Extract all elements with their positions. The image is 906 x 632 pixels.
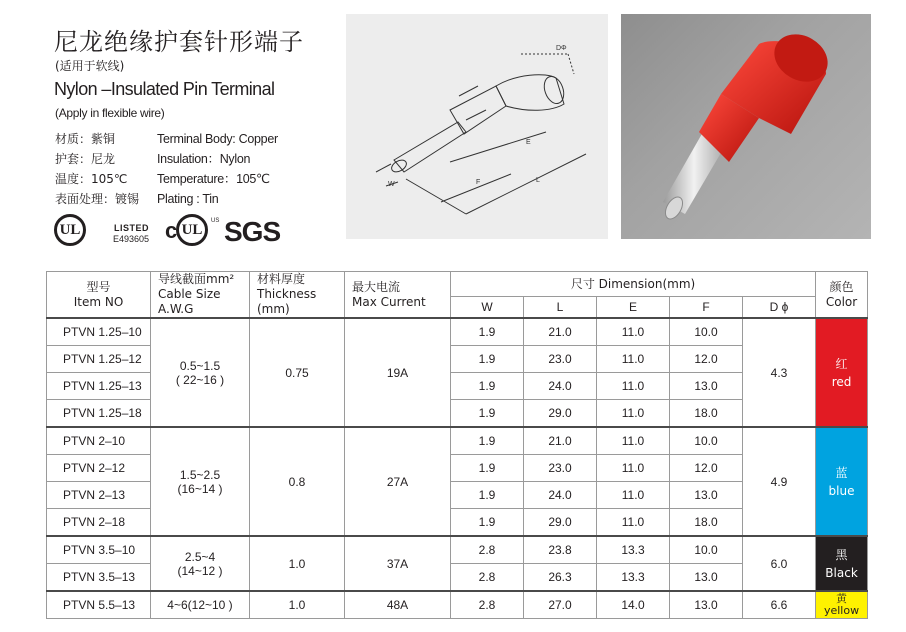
cell-l: 27.0 [524,591,597,619]
cell-l: 21.0 [524,318,597,346]
header-color-en: Color [825,294,858,309]
cell-l: 23.0 [524,346,597,373]
table-row [47,427,868,455]
spec-insulation [55,149,278,169]
color-cn: 红 [835,356,848,371]
header-model-en: Item NO [73,294,124,309]
cell-item: PTVN 2–18 [47,509,151,537]
cell-f: 10.0 [670,427,743,455]
cell-d: 6.0 [743,536,816,591]
spec-list [55,129,278,209]
spec-label-cn: 材质：紫铜 [55,132,116,146]
cell-e: 11.0 [597,427,670,455]
spec-material [55,129,278,149]
cell-e: 11.0 [597,509,670,537]
header-w: W [451,297,524,319]
color-swatch-black [816,536,868,591]
color-en: red [831,374,852,389]
cell-w: 2.8 [451,591,524,619]
cell-thickness: 0.75 [250,318,345,427]
listing-number: E493605 [113,234,150,244]
cell-l: 24.0 [524,482,597,509]
us-mark: US [211,218,220,224]
cell-l: 29.0 [524,400,597,428]
color-swatch-yellow [816,591,868,619]
spec-value-en: Plating : Tin [157,192,219,206]
cell-e: 13.3 [597,564,670,592]
cell-d: 6.6 [743,591,816,619]
drawing-label-w: W [388,181,395,188]
header-cable-size [151,272,250,319]
page-title-cn: 尼龙绝缘护套针形端子 [54,28,304,56]
cell-e: 11.0 [597,318,670,346]
cell-e: 11.0 [597,482,670,509]
cell-w: 1.9 [451,509,524,537]
product-photo [621,14,871,239]
cell-e: 11.0 [597,373,670,400]
cell-w: 1.9 [451,400,524,428]
drawing-label-l: L [536,177,540,184]
header-item-no [47,272,151,319]
terminal-photo-illustration [621,14,871,239]
certification-logos [54,212,284,252]
cell-item: PTVN 3.5–10 [47,536,151,564]
cell-w: 1.9 [451,346,524,373]
cell-cable-size [151,318,250,427]
subtitle-cn: (适用于软线) [55,59,125,73]
header-thick-en: Thickness (mm) [257,287,317,316]
cell-e: 11.0 [597,346,670,373]
spec-plating [55,189,278,209]
header-thickness [250,272,345,319]
spec-label-cn: 护套：尼龙 [55,152,116,166]
table-row [47,591,868,619]
cell-w: 2.8 [451,536,524,564]
cell-cable-size [151,427,250,536]
header-color [816,272,868,319]
cell-f: 13.0 [670,591,743,619]
color-cn: 黄 [836,592,848,605]
spec-value-en: Insulation：Nylon [157,152,251,166]
color-en: blue [828,483,855,498]
cell-current: 48A [345,591,451,619]
table-row [47,536,868,564]
color-swatch-red [816,318,868,427]
cell-current: 27A [345,427,451,536]
color-cn: 黑 [835,547,848,562]
spec-table [46,271,868,619]
page-title-en: Nylon –Insulated Pin Terminal [54,79,275,99]
cell-thickness: 0.8 [250,427,345,536]
cable-mm2: 0.5~1.5 [179,358,221,373]
spec-label-cn: 温度：105℃ [55,172,128,186]
cable-mm2: 1.5~2.5 [179,467,221,482]
cell-thickness: 1.0 [250,591,345,619]
spec-label-cn: 表面处理：镀锡 [55,192,140,206]
cell-item: PTVN 2–13 [47,482,151,509]
header-current-en: Max Current [352,294,426,309]
cell-f: 12.0 [670,455,743,482]
header-d: D ϕ [743,297,816,319]
cell-l: 29.0 [524,509,597,537]
sgs-logo: SGS [224,216,281,247]
subtitle-en: (Apply in flexible wire) [55,106,165,120]
cell-f: 13.0 [670,564,743,592]
cell-w: 1.9 [451,318,524,346]
cell-w: 1.9 [451,482,524,509]
cell-f: 18.0 [670,509,743,537]
drawing-label-e: E [526,139,531,146]
cable-mm2: 2.5~4 [184,549,216,564]
header-l: L [524,297,597,319]
cell-e: 14.0 [597,591,670,619]
header-cable-en: Cable Size A.W.G [158,287,221,316]
cell-w: 1.9 [451,427,524,455]
cell-d: 4.9 [743,427,816,536]
cell-e: 11.0 [597,455,670,482]
cell-l: 26.3 [524,564,597,592]
color-en: yellow [823,604,860,617]
technical-drawing [346,14,608,239]
header-f: F [670,297,743,319]
header-dimension: 尺寸 Dimension(mm) [451,272,816,297]
color-en: Black [825,565,858,580]
header-thick-cn: 材料厚度 [257,272,306,286]
header-current-cn: 最大电流 [352,279,401,294]
cell-item: PTVN 1.25–12 [47,346,151,373]
header-color-cn: 颜色 [829,279,854,294]
cell-item: PTVN 3.5–13 [47,564,151,592]
cell-item: PTVN 5.5–13 [47,591,151,619]
c-mark: c [165,218,178,243]
spec-temperature [55,169,278,189]
cell-w: 1.9 [451,455,524,482]
cell-d: 4.3 [743,318,816,427]
cell-w: 2.8 [451,564,524,592]
drawing-label-f: F [476,179,481,186]
cell-l: 23.8 [524,536,597,564]
spec-value-en: Terminal Body: Copper [157,132,278,146]
header-model-cn: 型号 [86,279,111,294]
header-e: E [597,297,670,319]
color-swatch-blue [816,427,868,536]
cell-cable-size: 4~6(12~10 ) [151,591,250,619]
cell-current: 19A [345,318,451,427]
cell-f: 18.0 [670,400,743,428]
cell-item: PTVN 2–10 [47,427,151,455]
cell-e: 11.0 [597,400,670,428]
terminal-outline-drawing [346,14,608,239]
cul-logo-icon: UL [176,214,208,246]
cell-l: 23.0 [524,455,597,482]
table-row [47,318,868,346]
listed-label: LISTED [114,223,150,233]
cell-cable-size [151,536,250,591]
cell-item: PTVN 1.25–18 [47,400,151,428]
spec-value-en: Temperature：105℃ [157,172,270,186]
cable-awg: (16~14 ) [177,481,223,496]
cell-f: 13.0 [670,373,743,400]
cell-l: 21.0 [524,427,597,455]
header-max-current [345,272,451,319]
cell-f: 13.0 [670,482,743,509]
cable-awg: ( 22~16 ) [175,372,225,387]
cell-item: PTVN 2–12 [47,455,151,482]
ul-logo-icon: UL [54,214,86,246]
color-cn: 蓝 [835,465,848,480]
cell-f: 10.0 [670,318,743,346]
header-cable-cn: 导线截面mm² [158,272,235,286]
cell-current: 37A [345,536,451,591]
cell-item: PTVN 1.25–13 [47,373,151,400]
cable-awg: (14~12 ) [177,563,223,578]
cell-w: 1.9 [451,373,524,400]
cell-l: 24.0 [524,373,597,400]
drawing-label-d: DΦ [556,45,567,52]
cell-f: 10.0 [670,536,743,564]
cell-e: 13.3 [597,536,670,564]
cell-item: PTVN 1.25–10 [47,318,151,346]
cell-thickness: 1.0 [250,536,345,591]
cell-f: 12.0 [670,346,743,373]
